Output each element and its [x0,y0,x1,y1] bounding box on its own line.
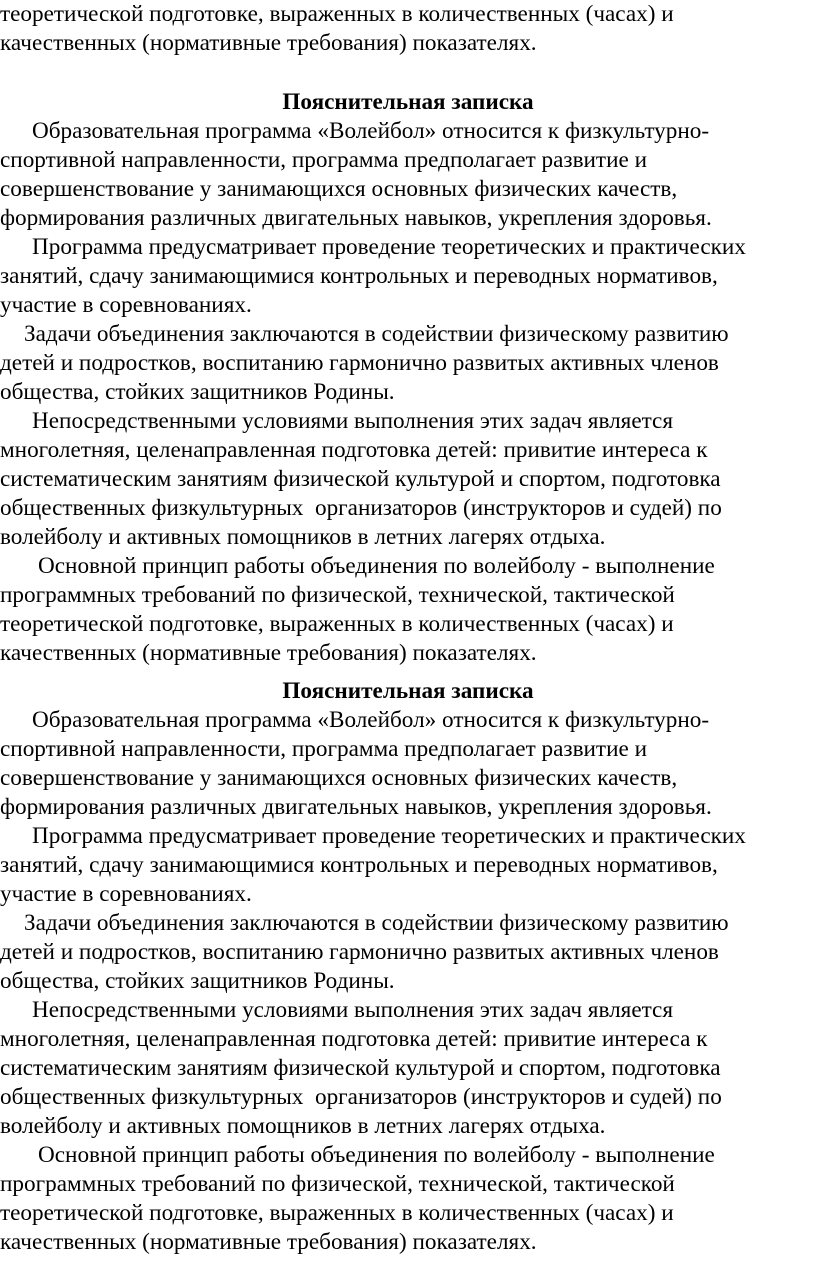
paragraph-line: Основной принцип работы объединения по волейболу - выполнение [38,1142,715,1168]
paragraph-line: совершенствование у занимающихся основных физических качеств, [0,176,678,202]
paragraph-line: программных требований по физической, технической, тактической [0,582,675,608]
paragraph-line: систематическим занятиям физической культурой и спортом, подготовка [0,1055,721,1081]
paragraph-line: общества, стойких защитников Родины. [0,968,395,994]
paragraph-line: спортивной направленности, программа предполагает развитие и [0,147,647,173]
paragraph-line: участие в соревнованиях. [0,292,252,318]
paragraph-line: детей и подростков, воспитанию гармонично развитых активных членов [0,350,719,376]
paragraph-line: теоретической подготовке, выраженных в количественных (часах) и [0,611,674,637]
section-heading: Пояснительная записка [282,89,534,115]
paragraph-line: волейболу и активных помощников в летних лагерях отдыха. [0,1113,606,1139]
paragraph-line: общества, стойких защитников Родины. [0,379,395,405]
intro-line: качественных (нормативные требования) показателях. [0,30,537,56]
paragraph-line: участие в соревнованиях. [0,881,252,907]
paragraph-line: Основной принцип работы объединения по волейболу - выполнение [38,553,715,579]
paragraph-line: занятий, сдачу занимающимися контрольных и переводных нормативов, [0,263,718,289]
paragraph-line: совершенствование у занимающихся основных физических качеств, [0,765,678,791]
paragraph-line: Непосредственными условиями выполнения этих задач является [32,997,673,1023]
paragraph-line: программных требований по физической, технической, тактической [0,1171,675,1197]
paragraph-line: Непосредственными условиями выполнения этих задач является [32,408,673,434]
paragraph-line: Задачи объединения заключаются в содействии физическому развитию [24,910,729,936]
section-heading: Пояснительная записка [282,678,534,704]
paragraph-line: многолетняя, целенаправленная подготовка детей: привитие интереса к [0,1026,708,1052]
paragraph-line: теоретической подготовке, выраженных в количественных (часах) и [0,1200,674,1226]
paragraph-line: Образовательная программа «Волейбол» относится к физкультурно- [32,707,710,733]
paragraph-line: качественных (нормативные требования) показателях. [0,1229,537,1255]
paragraph-line: занятий, сдачу занимающимися контрольных и переводных нормативов, [0,852,718,878]
paragraph-line: формирования различных двигательных навыков, укрепления здоровья. [0,794,712,820]
paragraph-line: волейболу и активных помощников в летних лагерях отдыха. [0,524,606,550]
paragraph-line: Образовательная программа «Волейбол» относится к физкультурно- [32,118,710,144]
paragraph-line: систематическим занятиям физической культурой и спортом, подготовка [0,466,721,492]
paragraph-line: Программа предусматривает проведение теоретических и практических [32,823,746,849]
paragraph-line: многолетняя, целенаправленная подготовка детей: привитие интереса к [0,437,708,463]
paragraph-line: качественных (нормативные требования) показателях. [0,640,537,666]
intro-line: теоретической подготовке, выраженных в количественных (часах) и [0,1,674,27]
paragraph-line: общественных физкультурных организаторов (инструкторов и судей) по [0,1084,722,1110]
paragraph-line: формирования различных двигательных навыков, укрепления здоровья. [0,205,712,231]
paragraph-line: Программа предусматривает проведение теоретических и практических [32,234,746,260]
paragraph-line: общественных физкультурных организаторов (инструкторов и судей) по [0,495,722,521]
paragraph-line: спортивной направленности, программа предполагает развитие и [0,736,647,762]
paragraph-line: Задачи объединения заключаются в содействии физическому развитию [24,321,729,347]
paragraph-line: детей и подростков, воспитанию гармонично развитых активных членов [0,939,719,965]
